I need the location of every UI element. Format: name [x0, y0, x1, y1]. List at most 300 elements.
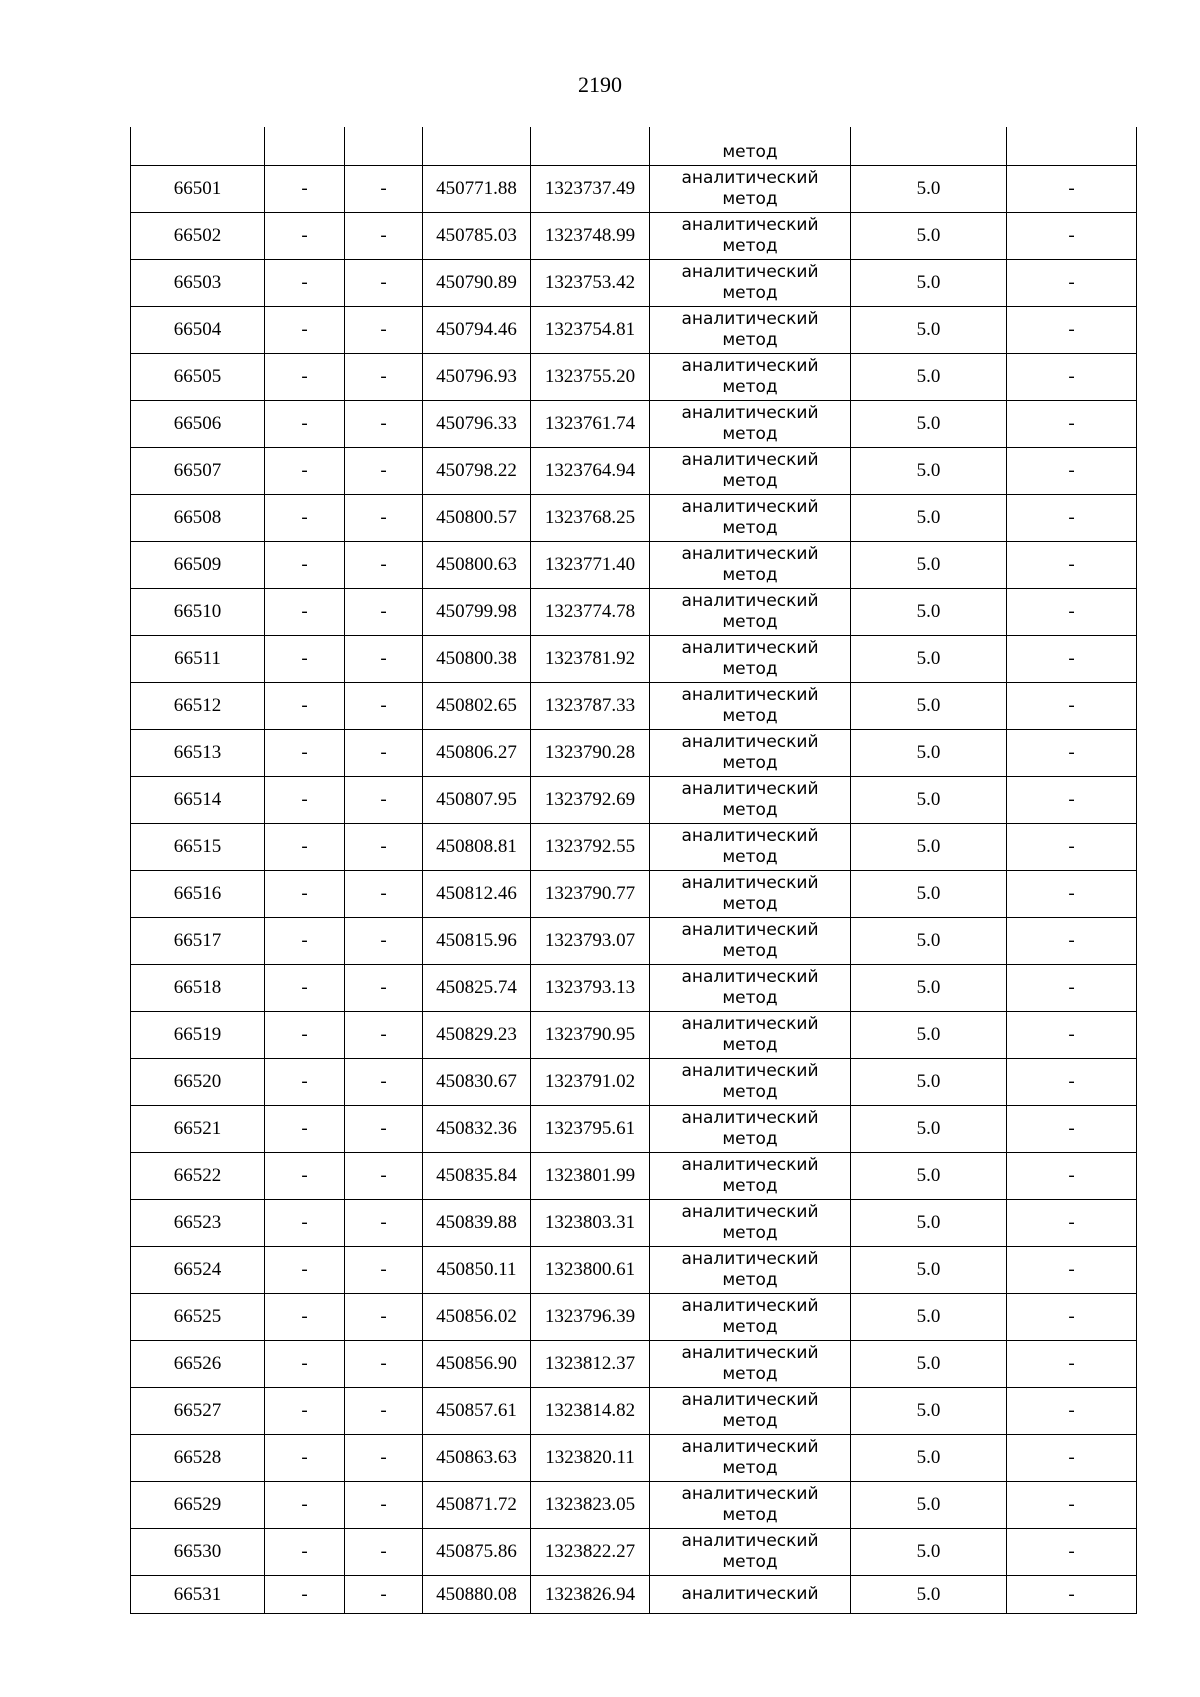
- table-cell: -: [1007, 166, 1137, 213]
- y-coordinate-cell: 1323774.78: [531, 589, 650, 636]
- y-coordinate-cell: 1323796.39: [531, 1294, 650, 1341]
- method-line-2: метод: [722, 1176, 778, 1196]
- table-cell: -: [265, 965, 345, 1012]
- table-cell: -: [265, 824, 345, 871]
- accuracy-cell: 5.0: [851, 871, 1007, 918]
- table-cell: -: [345, 824, 423, 871]
- point-number-cell: 66530: [131, 1529, 265, 1576]
- x-coordinate-cell: 450785.03: [423, 213, 531, 260]
- method-line-2: метод: [722, 283, 778, 303]
- y-coordinate-cell: 1323820.11: [531, 1435, 650, 1482]
- x-coordinate-cell: 450830.67: [423, 1059, 531, 1106]
- y-coordinate-cell: 1323803.31: [531, 1200, 650, 1247]
- table-cell: -: [265, 448, 345, 495]
- table-cell: -: [265, 1482, 345, 1529]
- table-cell: -: [345, 777, 423, 824]
- point-number-cell: 66529: [131, 1482, 265, 1529]
- continuation-row: [131, 127, 1137, 166]
- table-row: [131, 213, 1137, 260]
- method-line-1: аналитический: [681, 1155, 819, 1175]
- method-line-2: метод: [722, 1223, 778, 1243]
- table-row: [131, 307, 1137, 354]
- accuracy-cell: 5.0: [851, 542, 1007, 589]
- page-number: 2190: [578, 72, 622, 97]
- table-cell: [265, 127, 345, 166]
- method-cell: [650, 213, 851, 260]
- y-coordinate-cell: 1323823.05: [531, 1482, 650, 1529]
- table-cell: -: [265, 166, 345, 213]
- accuracy-cell: 5.0: [851, 307, 1007, 354]
- accuracy-cell: 5.0: [851, 589, 1007, 636]
- table-cell: -: [1007, 1435, 1137, 1482]
- method-line-2: метод: [722, 1505, 778, 1525]
- y-coordinate-cell: 1323826.94: [531, 1576, 650, 1614]
- method-cell: [650, 1247, 851, 1294]
- method-cell: [650, 683, 851, 730]
- method-line-1: аналитический: [681, 403, 819, 423]
- y-coordinate-cell: 1323790.28: [531, 730, 650, 777]
- y-coordinate-cell: 1323795.61: [531, 1106, 650, 1153]
- table-cell: -: [1007, 542, 1137, 589]
- x-coordinate-cell: 450850.11: [423, 1247, 531, 1294]
- y-coordinate-cell: 1323753.42: [531, 260, 650, 307]
- y-coordinate-cell: 1323793.07: [531, 918, 650, 965]
- table-cell: -: [265, 683, 345, 730]
- table-row: [131, 683, 1137, 730]
- table-cell: [1007, 127, 1137, 166]
- y-coordinate-cell: 1323801.99: [531, 1153, 650, 1200]
- table-cell: -: [1007, 1200, 1137, 1247]
- table-cell: -: [265, 636, 345, 683]
- accuracy-cell: 5.0: [851, 1388, 1007, 1435]
- method-line-1: аналитический: [681, 1390, 819, 1410]
- table-cell: [531, 127, 650, 166]
- method-line-2: метод: [722, 941, 778, 961]
- table-cell: -: [345, 1153, 423, 1200]
- table-row: [131, 918, 1137, 965]
- x-coordinate-cell: 450800.63: [423, 542, 531, 589]
- method-line-2: метод: [722, 236, 778, 256]
- method-cell: [650, 777, 851, 824]
- method-line-2: метод: [722, 612, 778, 632]
- table-row: [131, 824, 1137, 871]
- method-line-2: метод: [722, 424, 778, 444]
- table-cell: -: [345, 1294, 423, 1341]
- point-number-cell: 66526: [131, 1341, 265, 1388]
- x-coordinate-cell: 450799.98: [423, 589, 531, 636]
- x-coordinate-cell: 450829.23: [423, 1012, 531, 1059]
- table-cell: -: [345, 871, 423, 918]
- method-line-1: аналитический: [681, 1014, 819, 1034]
- accuracy-cell: 5.0: [851, 1294, 1007, 1341]
- table-cell: -: [345, 260, 423, 307]
- method-line-1: аналитический: [681, 920, 819, 940]
- y-coordinate-cell: 1323812.37: [531, 1341, 650, 1388]
- table-cell: -: [345, 401, 423, 448]
- table-cell: -: [1007, 1341, 1137, 1388]
- y-coordinate-cell: 1323737.49: [531, 166, 650, 213]
- method-line-1: аналитический: [681, 732, 819, 752]
- method-cell: [650, 824, 851, 871]
- method-line-1: аналитический: [681, 826, 819, 846]
- x-coordinate-cell: 450800.38: [423, 636, 531, 683]
- table-row: [131, 1529, 1137, 1576]
- y-coordinate-cell: 1323791.02: [531, 1059, 650, 1106]
- point-number-cell: 66505: [131, 354, 265, 401]
- table-cell: -: [1007, 1106, 1137, 1153]
- x-coordinate-cell: 450808.81: [423, 824, 531, 871]
- table-cell: [131, 127, 265, 166]
- method-line-2: метод: [722, 189, 778, 209]
- method-cell: [650, 1294, 851, 1341]
- method-cell: [650, 1012, 851, 1059]
- method-line-1: аналитический: [681, 779, 819, 799]
- table-row: [131, 1576, 1137, 1614]
- y-coordinate-cell: 1323755.20: [531, 354, 650, 401]
- method-line-2: метод: [722, 894, 778, 914]
- table-cell: -: [1007, 1247, 1137, 1294]
- table-row: [131, 589, 1137, 636]
- method-line-2: метод: [722, 330, 778, 350]
- accuracy-cell: 5.0: [851, 448, 1007, 495]
- y-coordinate-cell: 1323792.69: [531, 777, 650, 824]
- method-line-2: метод: [722, 471, 778, 491]
- x-coordinate-cell: 450856.90: [423, 1341, 531, 1388]
- accuracy-cell: 5.0: [851, 683, 1007, 730]
- method-line-2: метод: [722, 1364, 778, 1384]
- method-line-1: аналитический: [681, 591, 819, 611]
- point-number-cell: 66525: [131, 1294, 265, 1341]
- table-row: [131, 636, 1137, 683]
- table-cell: -: [345, 589, 423, 636]
- table-row: [131, 354, 1137, 401]
- table-cell: -: [345, 542, 423, 589]
- table-cell: -: [1007, 1388, 1137, 1435]
- accuracy-cell: 5.0: [851, 1059, 1007, 1106]
- table-cell: -: [345, 1247, 423, 1294]
- method-line-1: аналитический: [681, 1437, 819, 1457]
- method-line-1: аналитический: [681, 168, 819, 188]
- table-cell: -: [265, 1388, 345, 1435]
- table-row: [131, 1388, 1137, 1435]
- table-cell: -: [265, 1529, 345, 1576]
- table-cell: -: [1007, 824, 1137, 871]
- table-cell: -: [345, 166, 423, 213]
- table-cell: -: [345, 1059, 423, 1106]
- method-cell: [650, 1200, 851, 1247]
- method-line-1: аналитический: [681, 1343, 819, 1363]
- method-cell: [650, 542, 851, 589]
- table-cell: -: [265, 354, 345, 401]
- x-coordinate-cell: 450812.46: [423, 871, 531, 918]
- table-cell: -: [1007, 401, 1137, 448]
- x-coordinate-cell: 450815.96: [423, 918, 531, 965]
- accuracy-cell: 5.0: [851, 1247, 1007, 1294]
- method-cell: [650, 1529, 851, 1576]
- method-cell: метод: [650, 127, 851, 166]
- method-line-1: аналитический: [681, 1531, 819, 1551]
- table-cell: -: [265, 1153, 345, 1200]
- table-cell: -: [265, 1059, 345, 1106]
- method-line-1: аналитический: [681, 1061, 819, 1081]
- method-cell: [650, 495, 851, 542]
- method-cell: [650, 589, 851, 636]
- method-cell: [650, 871, 851, 918]
- point-number-cell: 66514: [131, 777, 265, 824]
- point-number-cell: 66518: [131, 965, 265, 1012]
- accuracy-cell: 5.0: [851, 1435, 1007, 1482]
- point-number-cell: 66512: [131, 683, 265, 730]
- table-row: [131, 401, 1137, 448]
- table-cell: -: [265, 495, 345, 542]
- table-cell: -: [345, 448, 423, 495]
- point-number-cell: 66519: [131, 1012, 265, 1059]
- x-coordinate-cell: 450806.27: [423, 730, 531, 777]
- table-row: [131, 542, 1137, 589]
- table-cell: -: [1007, 448, 1137, 495]
- method-line-1: аналитический: [681, 1108, 819, 1128]
- method-cell: [650, 448, 851, 495]
- table-cell: -: [1007, 495, 1137, 542]
- table-cell: -: [1007, 1012, 1137, 1059]
- table-cell: -: [1007, 1576, 1137, 1614]
- accuracy-cell: 5.0: [851, 1341, 1007, 1388]
- method-line-1: аналитический: [681, 1202, 819, 1222]
- point-number-cell: 66501: [131, 166, 265, 213]
- table-cell: -: [1007, 636, 1137, 683]
- method-line-1: аналитический: [681, 544, 819, 564]
- table-cell: -: [265, 1435, 345, 1482]
- point-number-cell: 66507: [131, 448, 265, 495]
- method-line-2: метод: [722, 659, 778, 679]
- table-cell: -: [345, 1529, 423, 1576]
- accuracy-cell: 5.0: [851, 1529, 1007, 1576]
- table-row: [131, 1435, 1137, 1482]
- table-cell: -: [1007, 683, 1137, 730]
- accuracy-cell: 5.0: [851, 730, 1007, 777]
- method-line-1: аналитический: [681, 1584, 819, 1604]
- method-cell: [650, 1341, 851, 1388]
- method-line-1: аналитический: [681, 262, 819, 282]
- table-cell: -: [1007, 1153, 1137, 1200]
- accuracy-cell: 5.0: [851, 1200, 1007, 1247]
- y-coordinate-cell: 1323800.61: [531, 1247, 650, 1294]
- method-cell: [650, 354, 851, 401]
- point-number-cell: 66503: [131, 260, 265, 307]
- method-line-1: аналитический: [681, 497, 819, 517]
- table-cell: -: [265, 1341, 345, 1388]
- table-cell: -: [345, 730, 423, 777]
- table-cell: -: [1007, 777, 1137, 824]
- y-coordinate-cell: 1323761.74: [531, 401, 650, 448]
- table-cell: -: [345, 1388, 423, 1435]
- method-cell: [650, 1435, 851, 1482]
- point-number-cell: 66524: [131, 1247, 265, 1294]
- accuracy-cell: 5.0: [851, 636, 1007, 683]
- table-cell: -: [345, 354, 423, 401]
- table-row: [131, 1341, 1137, 1388]
- table-cell: -: [1007, 307, 1137, 354]
- table-cell: -: [265, 1012, 345, 1059]
- table-cell: -: [1007, 589, 1137, 636]
- accuracy-cell: 5.0: [851, 1106, 1007, 1153]
- point-number-cell: 66506: [131, 401, 265, 448]
- method-cell: [650, 636, 851, 683]
- table-cell: -: [1007, 213, 1137, 260]
- x-coordinate-cell: 450790.89: [423, 260, 531, 307]
- table-cell: -: [1007, 1059, 1137, 1106]
- method-line-2: метод: [722, 1411, 778, 1431]
- method-cell: [650, 401, 851, 448]
- table-cell: -: [265, 871, 345, 918]
- accuracy-cell: 5.0: [851, 824, 1007, 871]
- method-cell: [650, 1482, 851, 1529]
- table-cell: -: [265, 1294, 345, 1341]
- point-number-cell: 66517: [131, 918, 265, 965]
- accuracy-cell: 5.0: [851, 1482, 1007, 1529]
- table-row: [131, 1012, 1137, 1059]
- y-coordinate-cell: 1323814.82: [531, 1388, 650, 1435]
- method-cell: [650, 965, 851, 1012]
- table-cell: -: [1007, 918, 1137, 965]
- table-cell: -: [265, 213, 345, 260]
- method-line-2: метод: [722, 1552, 778, 1572]
- point-number-cell: 66527: [131, 1388, 265, 1435]
- table-row: [131, 495, 1137, 542]
- x-coordinate-cell: 450857.61: [423, 1388, 531, 1435]
- table-row: [131, 1153, 1137, 1200]
- x-coordinate-cell: 450796.93: [423, 354, 531, 401]
- point-number-cell: 66528: [131, 1435, 265, 1482]
- table-cell: -: [345, 1341, 423, 1388]
- table-row: [131, 730, 1137, 777]
- point-number-cell: 66504: [131, 307, 265, 354]
- table-row: [131, 1247, 1137, 1294]
- table-cell: -: [265, 260, 345, 307]
- method-line-2: метод: [722, 377, 778, 397]
- method-cell: [650, 1153, 851, 1200]
- accuracy-cell: 5.0: [851, 166, 1007, 213]
- method-line-1: аналитический: [681, 638, 819, 658]
- accuracy-cell: 5.0: [851, 260, 1007, 307]
- method-line-2: метод: [722, 800, 778, 820]
- x-coordinate-cell: 450802.65: [423, 683, 531, 730]
- table-cell: -: [345, 495, 423, 542]
- table-cell: -: [265, 401, 345, 448]
- method-cell: [650, 1059, 851, 1106]
- table-cell: -: [1007, 1529, 1137, 1576]
- method-line-2: метод: [722, 1317, 778, 1337]
- y-coordinate-cell: 1323787.33: [531, 683, 650, 730]
- method-cell: [650, 307, 851, 354]
- table-cell: -: [265, 1106, 345, 1153]
- x-coordinate-cell: 450796.33: [423, 401, 531, 448]
- x-coordinate-cell: 450798.22: [423, 448, 531, 495]
- method-cell: [650, 1388, 851, 1435]
- method-line-1: аналитический: [681, 1484, 819, 1504]
- point-number-cell: 66521: [131, 1106, 265, 1153]
- y-coordinate-cell: 1323793.13: [531, 965, 650, 1012]
- x-coordinate-cell: 450875.86: [423, 1529, 531, 1576]
- table-cell: -: [345, 1012, 423, 1059]
- coordinates-table: [130, 127, 1137, 1614]
- table-row: [131, 1482, 1137, 1529]
- point-number-cell: 66510: [131, 589, 265, 636]
- method-line-2: метод: [722, 1458, 778, 1478]
- accuracy-cell: 5.0: [851, 1012, 1007, 1059]
- table-row: [131, 1200, 1137, 1247]
- point-number-cell: 66515: [131, 824, 265, 871]
- table-cell: -: [265, 730, 345, 777]
- x-coordinate-cell: 450839.88: [423, 1200, 531, 1247]
- method-cell: [650, 730, 851, 777]
- accuracy-cell: 5.0: [851, 1153, 1007, 1200]
- method-cell: [650, 260, 851, 307]
- table-cell: -: [265, 542, 345, 589]
- table-cell: -: [1007, 871, 1137, 918]
- method-line-1: аналитический: [681, 309, 819, 329]
- y-coordinate-cell: 1323792.55: [531, 824, 650, 871]
- method-line-1: аналитический: [681, 873, 819, 893]
- table-cell: -: [1007, 965, 1137, 1012]
- table-cell: -: [345, 307, 423, 354]
- accuracy-cell: 5.0: [851, 777, 1007, 824]
- method-line-1: аналитический: [681, 967, 819, 987]
- accuracy-cell: 5.0: [851, 1576, 1007, 1614]
- method-line-1: аналитический: [681, 685, 819, 705]
- method-line-2: метод: [722, 1270, 778, 1290]
- table-cell: -: [345, 213, 423, 260]
- accuracy-cell: 5.0: [851, 401, 1007, 448]
- method-line-2: метод: [722, 988, 778, 1008]
- method-line-2: метод: [722, 847, 778, 867]
- method-line-2: метод: [722, 706, 778, 726]
- table-cell: -: [345, 1200, 423, 1247]
- accuracy-cell: 5.0: [851, 495, 1007, 542]
- point-number-cell: 66513: [131, 730, 265, 777]
- point-number-cell: 66531: [131, 1576, 265, 1614]
- table-cell: -: [345, 636, 423, 683]
- method-line-2: метод: [722, 753, 778, 773]
- y-coordinate-cell: 1323790.77: [531, 871, 650, 918]
- x-coordinate-cell: 450807.95: [423, 777, 531, 824]
- x-coordinate-cell: 450771.88: [423, 166, 531, 213]
- x-coordinate-cell: 450856.02: [423, 1294, 531, 1341]
- table-row: [131, 1294, 1137, 1341]
- method-line-2: метод: [722, 518, 778, 538]
- method-line-2: метод: [722, 1035, 778, 1055]
- accuracy-cell: 5.0: [851, 354, 1007, 401]
- method-line-2: метод: [722, 1129, 778, 1149]
- table-cell: -: [265, 918, 345, 965]
- y-coordinate-cell: 1323748.99: [531, 213, 650, 260]
- table-cell: -: [345, 965, 423, 1012]
- method-line-1: аналитический: [681, 1296, 819, 1316]
- table-cell: [345, 127, 423, 166]
- table-cell: -: [345, 1576, 423, 1614]
- table-row: [131, 1059, 1137, 1106]
- method-line-1: аналитический: [681, 215, 819, 235]
- point-number-cell: 66520: [131, 1059, 265, 1106]
- table-row: [131, 1106, 1137, 1153]
- method-cell: [650, 918, 851, 965]
- table-cell: -: [265, 589, 345, 636]
- table-cell: -: [265, 777, 345, 824]
- y-coordinate-cell: 1323790.95: [531, 1012, 650, 1059]
- table-cell: -: [345, 918, 423, 965]
- table-cell: -: [345, 1435, 423, 1482]
- point-number-cell: 66523: [131, 1200, 265, 1247]
